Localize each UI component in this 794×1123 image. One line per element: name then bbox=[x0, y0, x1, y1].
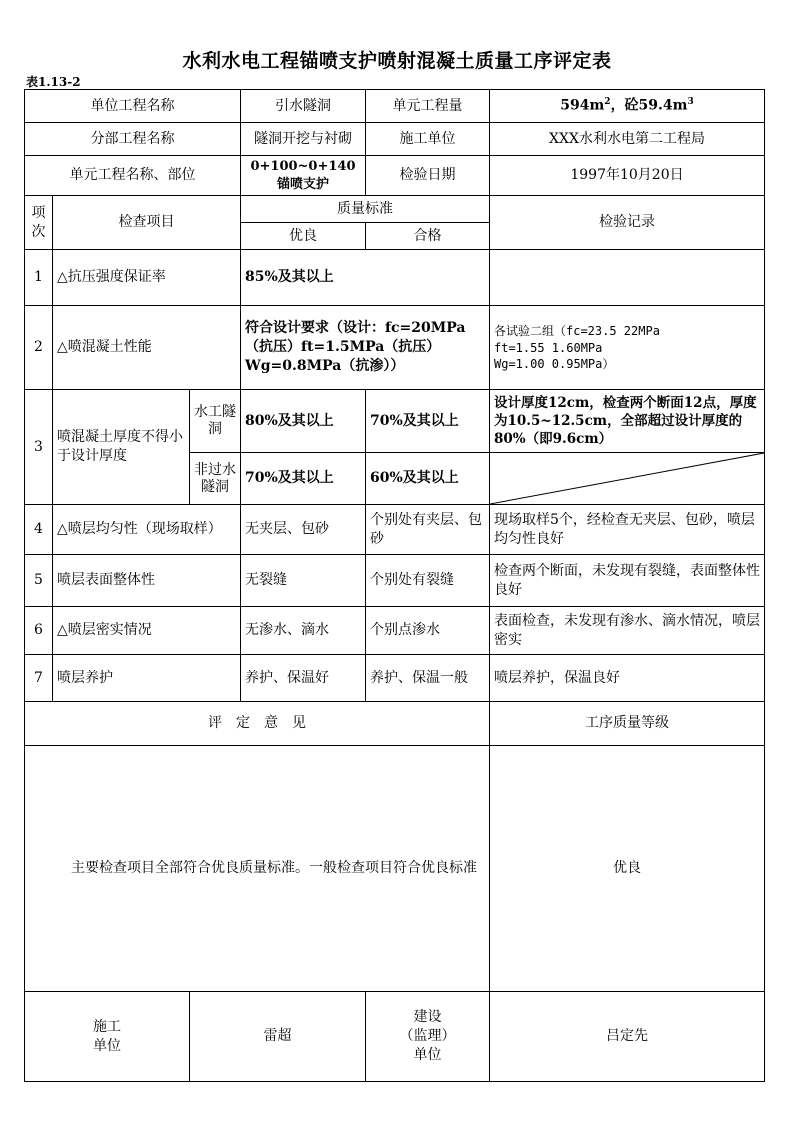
row-record: 喷层养护，保温良好 bbox=[490, 655, 765, 702]
row-qualified: 个别处有夹层、包砂 bbox=[366, 505, 490, 555]
row-item: △喷层密实情况 bbox=[53, 607, 241, 655]
row-item: △喷层均匀性（现场取样） bbox=[53, 505, 241, 555]
item-no-header: 项次 bbox=[25, 196, 53, 250]
row-record bbox=[490, 250, 765, 306]
row-number: 5 bbox=[25, 555, 53, 607]
row-excellent: 养护、保温好 bbox=[241, 655, 366, 702]
row-record bbox=[490, 306, 765, 390]
opinion-text: 主要检查项目全部符合优良质量标准。一般检查项目符合优良标准 bbox=[71, 860, 477, 877]
row-qualified: 70%及其以上 bbox=[366, 390, 490, 453]
opinion-label: 评 定 意 见 bbox=[25, 702, 490, 746]
construction-unit-label bbox=[25, 992, 190, 1082]
contractor-value: XXX水利水电第二工程局 bbox=[490, 123, 765, 156]
row-qualified: 60%及其以上 bbox=[366, 453, 490, 505]
unit-project-label: 单位工程名称 bbox=[25, 90, 241, 123]
row-qualified: 养护、保温一般 bbox=[366, 655, 490, 702]
owner-label-line-2: （监理） bbox=[399, 1028, 456, 1045]
row-number: 3 bbox=[25, 390, 53, 505]
row-excellent: 符合设计要求（设计：fc=20MPa（抗压）ft=1.5MPa（抗压）Wg=0.8MPa（抗渗）） bbox=[241, 306, 490, 390]
owner-unit-label bbox=[366, 992, 490, 1082]
row-number: 7 bbox=[25, 655, 53, 702]
row-excellent: 无夹层、包砂 bbox=[241, 505, 366, 555]
quantity-exp-1: 2 bbox=[604, 97, 611, 108]
record-header: 检验记录 bbox=[490, 196, 765, 250]
row-number: 1 bbox=[25, 250, 53, 306]
owner-label-line-1: 建设 bbox=[413, 1009, 442, 1026]
table-row bbox=[25, 250, 765, 306]
record-line-1: 各试验二组（fc=23.5 22MPa bbox=[494, 324, 660, 339]
inspect-date-value: 1997年10月20日 bbox=[490, 156, 765, 196]
construction-label-line-2: 单位 bbox=[93, 1037, 121, 1054]
quantity-middle: ，砼59.4m bbox=[610, 97, 688, 114]
element-name-value: 0+100~0+140锚喷支护 bbox=[241, 156, 366, 196]
grade-label: 工序质量等级 bbox=[490, 702, 765, 746]
qualified-header: 合格 bbox=[366, 223, 490, 250]
table-row bbox=[25, 607, 765, 655]
grade-value: 优良 bbox=[490, 746, 765, 992]
element-name-label: 单元工程名称、部位 bbox=[25, 156, 241, 196]
row-item: △抗压强度保证率 bbox=[53, 250, 241, 306]
row-excellent: 无渗水、滴水 bbox=[241, 607, 366, 655]
element-quantity-label: 单元工程量 bbox=[366, 90, 490, 123]
row-qualified: 个别点渗水 bbox=[366, 607, 490, 655]
table-row bbox=[25, 306, 765, 390]
row-excellent: 70%及其以上 bbox=[241, 453, 366, 505]
construction-label-line-1: 施工 bbox=[93, 1018, 121, 1035]
row-item: 喷层养护 bbox=[53, 655, 241, 702]
check-item-header: 检查项目 bbox=[53, 196, 241, 250]
row-item: △喷混凝土性能 bbox=[53, 306, 241, 390]
contractor-label: 施工单位 bbox=[366, 123, 490, 156]
table-row bbox=[25, 390, 765, 453]
division-value: 隧洞开挖与衬砌 bbox=[241, 123, 366, 156]
row-subitem: 非过水隧洞 bbox=[190, 453, 241, 505]
table-row bbox=[25, 505, 765, 555]
owner-label-line-3: 单位 bbox=[413, 1047, 442, 1064]
row-item: 喷层表面整体性 bbox=[53, 555, 241, 607]
unit-project-value: 引水隧洞 bbox=[241, 90, 366, 123]
row-number: 2 bbox=[25, 306, 53, 390]
row-item: 喷混凝土厚度不得小于设计厚度 bbox=[53, 390, 190, 505]
page-title: 水利水电工程锚喷支护喷射混凝土质量工序评定表 bbox=[182, 50, 612, 72]
row-record: 表面检查，未发现有渗水、滴水情况，喷层密实 bbox=[490, 607, 765, 655]
owner-person: 吕定先 bbox=[490, 992, 765, 1082]
row-record: 检查两个断面，未发现有裂缝，表面整体性良好 bbox=[490, 555, 765, 607]
division-label: 分部工程名称 bbox=[25, 123, 241, 156]
row-number: 6 bbox=[25, 607, 53, 655]
diagonal-line bbox=[490, 453, 764, 504]
row-qualified: 个别处有裂缝 bbox=[366, 555, 490, 607]
construction-person: 雷超 bbox=[190, 992, 366, 1082]
row-excellent: 85%及其以上 bbox=[241, 250, 490, 306]
row-subitem: 水工隧洞 bbox=[190, 390, 241, 453]
quantity-prefix: 594m bbox=[560, 97, 605, 114]
standard-header: 质量标准 bbox=[241, 196, 490, 223]
row-excellent: 无裂缝 bbox=[241, 555, 366, 607]
row-excellent: 80%及其以上 bbox=[241, 390, 366, 453]
row-record: 现场取样5个，经检查无夹层、包砂，喷层均匀性良好 bbox=[490, 505, 765, 555]
row-number: 4 bbox=[25, 505, 53, 555]
opinion-text-cell bbox=[25, 746, 490, 992]
inspect-date-label: 检验日期 bbox=[366, 156, 490, 196]
evaluation-table bbox=[24, 89, 765, 1082]
form-code: 表1.13-2 bbox=[26, 75, 81, 89]
record-line-3: Wg=1.00 0.95MPa） bbox=[494, 356, 615, 371]
quantity-exp-2: 3 bbox=[687, 97, 694, 108]
excellent-header: 优良 bbox=[241, 223, 366, 250]
record-diagonal-cell bbox=[490, 453, 765, 505]
row-record: 设计厚度12cm，检查两个断面12点，厚度为10.5~12.5cm，全部超过设计厚度的80%（即9.6cm） bbox=[490, 390, 765, 453]
table-row bbox=[25, 555, 765, 607]
table-row bbox=[25, 655, 765, 702]
record-line-2: ft=1.55 1.60MPa bbox=[494, 340, 603, 355]
element-quantity-value bbox=[490, 90, 765, 123]
